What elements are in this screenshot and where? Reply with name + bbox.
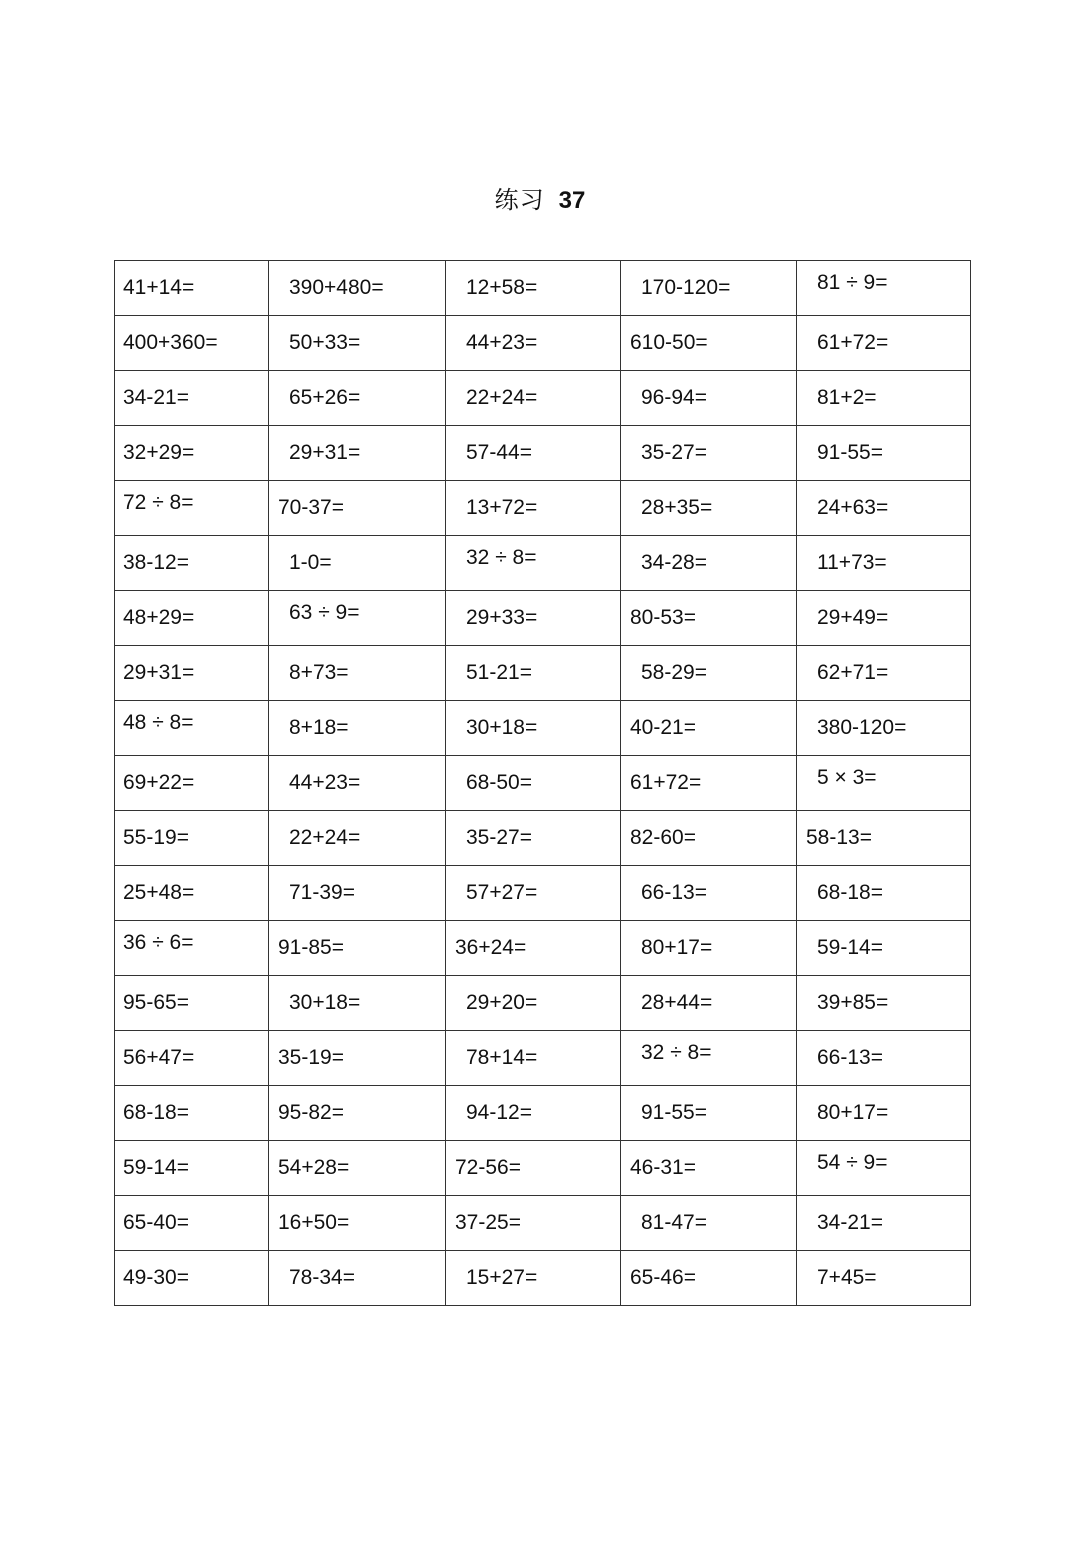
exercise-row	[115, 481, 971, 536]
exercise-cell	[115, 921, 269, 976]
exercise-problem: 91-85=	[278, 936, 344, 959]
exercise-problem: 41+14=	[123, 276, 195, 299]
exercise-problem: 62+71=	[817, 661, 889, 684]
exercise-problem: 37-25=	[455, 1211, 521, 1234]
exercise-cell	[797, 591, 971, 646]
exercise-row	[115, 316, 971, 371]
exercise-row	[115, 1031, 971, 1086]
exercise-cell	[115, 481, 269, 536]
exercise-problem: 44+23=	[289, 771, 361, 794]
exercise-cell	[621, 976, 797, 1031]
exercise-cell	[797, 316, 971, 371]
exercise-problem: 50+33=	[289, 331, 361, 354]
exercise-problem: 82-60=	[630, 826, 696, 849]
exercise-cell	[269, 536, 446, 591]
exercise-problem: 48 ÷ 8=	[123, 711, 194, 734]
exercise-problem: 1-0=	[289, 551, 332, 574]
exercise-cell	[446, 1031, 621, 1086]
exercise-cell	[446, 261, 621, 316]
exercise-problem: 8+18=	[289, 716, 349, 739]
exercise-problem: 30+18=	[466, 716, 538, 739]
exercise-row	[115, 811, 971, 866]
exercise-cell	[269, 646, 446, 701]
exercise-cell	[621, 1031, 797, 1086]
exercise-cell	[115, 976, 269, 1031]
exercise-cell	[797, 1141, 971, 1196]
exercise-cell	[797, 866, 971, 921]
exercise-row	[115, 921, 971, 976]
exercise-problem: 29+20=	[466, 991, 538, 1014]
exercise-problem: 58-29=	[641, 661, 707, 684]
exercise-cell	[115, 536, 269, 591]
exercise-problem: 24+63=	[817, 496, 889, 519]
exercise-cell	[621, 261, 797, 316]
exercise-problem: 51-21=	[466, 661, 532, 684]
exercise-cell	[446, 1086, 621, 1141]
exercise-problem: 56+47=	[123, 1046, 195, 1069]
exercise-cell	[446, 646, 621, 701]
exercise-cell	[269, 1086, 446, 1141]
exercise-problem: 44+23=	[466, 331, 538, 354]
exercise-cell	[115, 1141, 269, 1196]
exercise-problem: 81-47=	[641, 1211, 707, 1234]
exercise-cell	[797, 1251, 971, 1306]
exercise-cell	[797, 646, 971, 701]
exercise-cell	[269, 921, 446, 976]
exercise-problem: 65-46=	[630, 1266, 696, 1289]
exercise-row	[115, 536, 971, 591]
exercise-problem: 34-21=	[817, 1211, 883, 1234]
exercise-cell	[797, 756, 971, 811]
exercise-problem: 63 ÷ 9=	[289, 601, 360, 624]
exercise-problem: 170-120=	[641, 276, 731, 299]
exercise-problem: 54+28=	[278, 1156, 350, 1179]
exercise-cell	[797, 976, 971, 1031]
exercise-cell	[446, 1141, 621, 1196]
exercise-cell	[115, 756, 269, 811]
exercise-cell	[621, 371, 797, 426]
exercise-problem: 35-27=	[641, 441, 707, 464]
exercise-cell	[269, 1196, 446, 1251]
exercise-row	[115, 261, 971, 316]
exercise-cell	[621, 866, 797, 921]
exercise-problem: 32 ÷ 8=	[641, 1041, 712, 1064]
exercise-problem: 610-50=	[630, 331, 708, 354]
exercise-cell	[621, 1086, 797, 1141]
exercise-problem: 7+45=	[817, 1266, 877, 1289]
exercise-cell	[115, 646, 269, 701]
exercise-cell	[621, 921, 797, 976]
exercise-cell	[115, 811, 269, 866]
exercise-cell	[115, 1086, 269, 1141]
exercise-problem: 36 ÷ 6=	[123, 931, 194, 954]
exercise-problem: 34-28=	[641, 551, 707, 574]
exercise-problem: 34-21=	[123, 386, 189, 409]
exercise-row	[115, 1196, 971, 1251]
exercise-cell	[621, 481, 797, 536]
exercise-problem: 81 ÷ 9=	[817, 271, 888, 294]
exercise-problem: 54 ÷ 9=	[817, 1151, 888, 1174]
exercise-table	[114, 260, 971, 1306]
exercise-cell	[269, 316, 446, 371]
exercise-cell	[446, 591, 621, 646]
exercise-cell	[621, 426, 797, 481]
exercise-row	[115, 646, 971, 701]
exercise-problem: 57-44=	[466, 441, 532, 464]
exercise-problem: 59-14=	[817, 936, 883, 959]
exercise-cell	[269, 371, 446, 426]
exercise-cell	[115, 316, 269, 371]
exercise-problem: 91-55=	[641, 1101, 707, 1124]
exercise-problem: 46-31=	[630, 1156, 696, 1179]
exercise-cell	[621, 316, 797, 371]
exercise-problem: 72 ÷ 8=	[123, 491, 194, 514]
title-number: 37	[558, 187, 586, 214]
exercise-cell	[269, 426, 446, 481]
exercise-cell	[269, 1251, 446, 1306]
exercise-problem: 95-65=	[123, 991, 189, 1014]
exercise-problem: 29+31=	[289, 441, 361, 464]
exercise-cell	[797, 921, 971, 976]
exercise-problem: 32 ÷ 8=	[466, 546, 537, 569]
exercise-cell	[446, 921, 621, 976]
exercise-cell	[446, 536, 621, 591]
exercise-cell	[115, 591, 269, 646]
exercise-cell	[446, 811, 621, 866]
exercise-cell	[446, 866, 621, 921]
exercise-problem: 69+22=	[123, 771, 195, 794]
exercise-cell	[446, 1251, 621, 1306]
exercise-cell	[446, 481, 621, 536]
exercise-problem: 80+17=	[817, 1101, 889, 1124]
exercise-problem: 61+72=	[630, 771, 702, 794]
exercise-cell	[115, 261, 269, 316]
exercise-cell	[269, 481, 446, 536]
exercise-cell	[115, 426, 269, 481]
exercise-cell	[797, 1196, 971, 1251]
exercise-row	[115, 1141, 971, 1196]
exercise-cell	[797, 261, 971, 316]
exercise-problem: 68-18=	[817, 881, 883, 904]
exercise-problem: 78+14=	[466, 1046, 538, 1069]
exercise-cell	[269, 1141, 446, 1196]
exercise-problem: 80-53=	[630, 606, 696, 629]
exercise-problem: 71-39=	[289, 881, 355, 904]
exercise-problem: 29+33=	[466, 606, 538, 629]
exercise-cell	[446, 756, 621, 811]
exercise-cell	[269, 866, 446, 921]
exercise-cell	[269, 701, 446, 756]
exercise-problem: 81+2=	[817, 386, 877, 409]
exercise-row	[115, 866, 971, 921]
exercise-cell	[269, 261, 446, 316]
exercise-cell	[621, 646, 797, 701]
exercise-row	[115, 371, 971, 426]
exercise-problem: 80+17=	[641, 936, 713, 959]
exercise-cell	[797, 371, 971, 426]
exercise-problem: 5 × 3=	[817, 766, 877, 789]
exercise-cell	[621, 1251, 797, 1306]
exercise-problem: 390+480=	[289, 276, 384, 299]
exercise-problem: 400+360=	[123, 331, 218, 354]
exercise-problem: 39+85=	[817, 991, 889, 1014]
exercise-problem: 68-18=	[123, 1101, 189, 1124]
exercise-problem: 12+58=	[466, 276, 538, 299]
exercise-problem: 94-12=	[466, 1101, 532, 1124]
exercise-problem: 380-120=	[817, 716, 907, 739]
exercise-problem: 30+18=	[289, 991, 361, 1014]
exercise-cell	[115, 866, 269, 921]
exercise-cell	[621, 1141, 797, 1196]
exercise-problem: 59-14=	[123, 1156, 189, 1179]
exercise-cell	[621, 1196, 797, 1251]
exercise-cell	[797, 536, 971, 591]
exercise-problem: 13+72=	[466, 496, 538, 519]
exercise-problem: 91-55=	[817, 441, 883, 464]
exercise-problem: 29+31=	[123, 661, 195, 684]
exercise-cell	[621, 811, 797, 866]
exercise-row	[115, 756, 971, 811]
exercise-cell	[621, 536, 797, 591]
exercise-cell	[269, 1031, 446, 1086]
exercise-problem: 70-37=	[278, 496, 344, 519]
exercise-problem: 15+27=	[466, 1266, 538, 1289]
exercise-problem: 28+35=	[641, 496, 713, 519]
exercise-row	[115, 1086, 971, 1141]
exercise-problem: 36+24=	[455, 936, 527, 959]
exercise-problem: 57+27=	[466, 881, 538, 904]
exercise-cell	[269, 976, 446, 1031]
exercise-cell	[621, 591, 797, 646]
exercise-cell	[446, 371, 621, 426]
exercise-problem: 22+24=	[289, 826, 361, 849]
exercise-problem: 16+50=	[278, 1211, 350, 1234]
exercise-problem: 8+73=	[289, 661, 349, 684]
exercise-row	[115, 1251, 971, 1306]
exercise-cell	[797, 811, 971, 866]
exercise-problem: 29+49=	[817, 606, 889, 629]
exercise-problem: 96-94=	[641, 386, 707, 409]
exercise-problem: 35-19=	[278, 1046, 344, 1069]
exercise-problem: 78-34=	[289, 1266, 355, 1289]
exercise-cell	[446, 701, 621, 756]
exercise-problem: 35-27=	[466, 826, 532, 849]
exercise-problem: 11+73=	[817, 551, 887, 574]
exercise-cell	[621, 701, 797, 756]
exercise-cell	[797, 701, 971, 756]
exercise-cell	[797, 481, 971, 536]
exercise-problem: 55-19=	[123, 826, 189, 849]
exercise-problem: 65+26=	[289, 386, 361, 409]
exercise-cell	[115, 1031, 269, 1086]
exercise-table-body	[115, 261, 971, 1306]
exercise-cell	[115, 1251, 269, 1306]
exercise-cell	[797, 1086, 971, 1141]
exercise-problem: 58-13=	[806, 826, 872, 849]
exercise-problem: 49-30=	[123, 1266, 189, 1289]
exercise-problem: 40-21=	[630, 716, 696, 739]
exercise-cell	[115, 701, 269, 756]
exercise-cell	[446, 976, 621, 1031]
exercise-row	[115, 976, 971, 1031]
exercise-cell	[115, 1196, 269, 1251]
exercise-problem: 72-56=	[455, 1156, 521, 1179]
title-word: 练习	[494, 186, 545, 214]
exercise-problem: 22+24=	[466, 386, 538, 409]
exercise-cell	[269, 591, 446, 646]
exercise-row	[115, 426, 971, 481]
exercise-cell	[115, 371, 269, 426]
exercise-problem: 32+29=	[123, 441, 195, 464]
exercise-problem: 38-12=	[123, 551, 189, 574]
exercise-problem: 66-13=	[641, 881, 707, 904]
exercise-row	[115, 591, 971, 646]
exercise-cell	[797, 1031, 971, 1086]
exercise-problem: 95-82=	[278, 1101, 344, 1124]
exercise-cell	[269, 811, 446, 866]
exercise-problem: 65-40=	[123, 1211, 189, 1234]
exercise-cell	[446, 316, 621, 371]
exercise-problem: 28+44=	[641, 991, 713, 1014]
exercise-problem: 48+29=	[123, 606, 195, 629]
exercise-cell	[797, 426, 971, 481]
page-title	[0, 182, 1080, 219]
exercise-problem: 25+48=	[123, 881, 195, 904]
exercise-problem: 66-13=	[817, 1046, 883, 1069]
exercise-cell	[269, 756, 446, 811]
exercise-problem: 68-50=	[466, 771, 532, 794]
exercise-problem: 61+72=	[817, 331, 889, 354]
exercise-cell	[621, 756, 797, 811]
exercise-cell	[446, 1196, 621, 1251]
exercise-cell	[446, 426, 621, 481]
exercise-row	[115, 701, 971, 756]
